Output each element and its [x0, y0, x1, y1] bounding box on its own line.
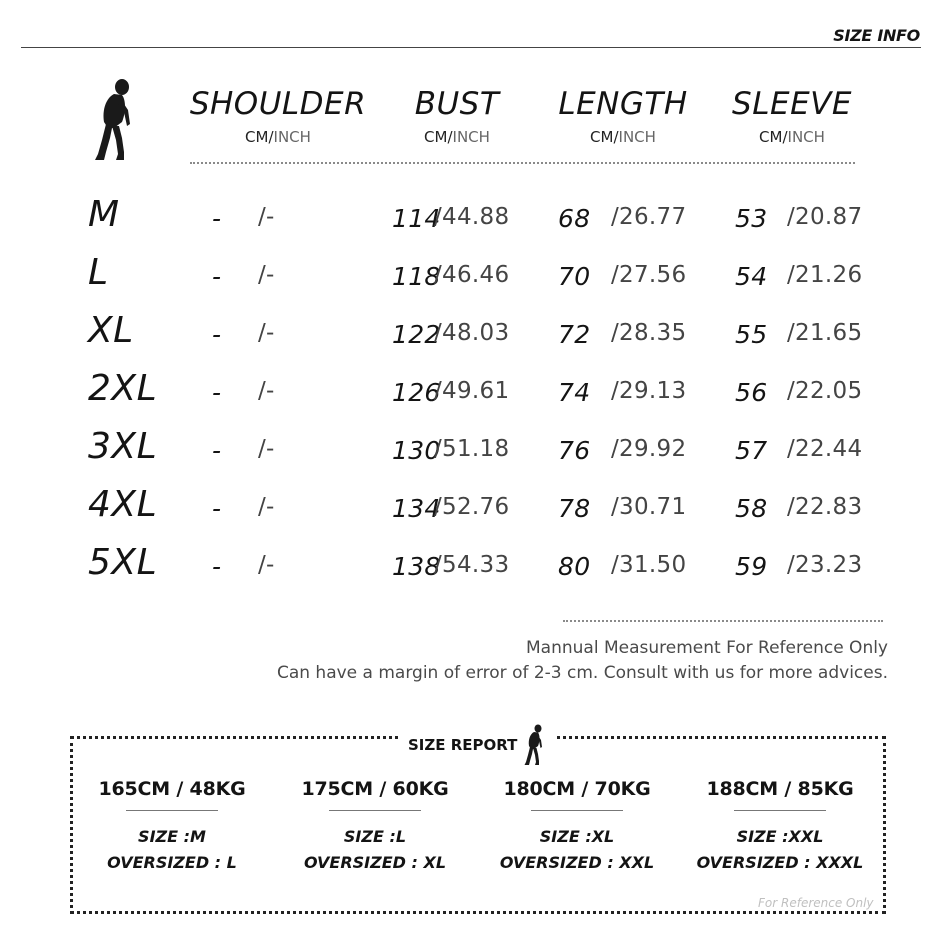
bust-inch: /46.46	[434, 262, 510, 288]
report-sizes	[477, 824, 677, 876]
report-item	[275, 778, 475, 876]
notes-dotted-divider	[563, 620, 883, 622]
bust-cm: 122	[392, 320, 441, 349]
shoulder-inch: /-	[258, 436, 275, 462]
sleeve-inch: /20.87	[787, 204, 863, 230]
header-divider	[21, 47, 921, 48]
size-label: 3XL	[88, 426, 158, 467]
sleeve-cm: 56	[735, 378, 768, 407]
bust-cm: 126	[392, 378, 441, 407]
header-dotted-divider	[190, 162, 855, 164]
shoulder-inch: /-	[258, 204, 275, 230]
walking-figure-small-icon	[523, 724, 547, 766]
column-unit: CM/INCH	[245, 128, 311, 146]
column-header-shoulder	[183, 86, 373, 146]
length-cm: 80	[558, 552, 591, 581]
shoulder-inch: /-	[258, 552, 275, 578]
height-weight: 175CM / 60KG	[301, 778, 449, 800]
column-name: LENGTH	[558, 86, 688, 122]
shoulder-cm: -	[212, 436, 222, 465]
size-label: XL	[88, 310, 134, 351]
recommended-size: SIZE :L	[343, 827, 407, 846]
bust-inch: /54.33	[434, 552, 510, 578]
size-label: 2XL	[88, 368, 158, 409]
bust-inch: /48.03	[434, 320, 510, 346]
report-sizes	[72, 824, 272, 876]
sleeve-cm: 58	[735, 494, 768, 523]
length-inch: /29.13	[611, 378, 687, 404]
shoulder-inch: /-	[258, 494, 275, 520]
shoulder-inch: /-	[258, 320, 275, 346]
length-cm: 70	[558, 262, 591, 291]
report-divider	[329, 810, 421, 811]
column-name: SLEEVE	[732, 86, 852, 122]
oversized-size: OVERSIZED : L	[107, 853, 237, 872]
length-inch: /30.71	[611, 494, 687, 520]
bust-inch: /51.18	[434, 436, 510, 462]
column-header-bust	[362, 86, 552, 146]
walking-figure-icon	[92, 78, 140, 162]
bust-cm: 118	[392, 262, 441, 291]
column-unit: CM/INCH	[424, 128, 490, 146]
column-header-length	[528, 86, 718, 146]
sleeve-inch: /22.83	[787, 494, 863, 520]
length-inch: /27.56	[611, 262, 687, 288]
bust-inch: /49.61	[434, 378, 510, 404]
height-weight: 188CM / 85KG	[706, 778, 854, 800]
margin-note: Can have a margin of error of 2-3 cm. Consult with us for more advices.	[276, 663, 888, 683]
report-sizes	[680, 824, 880, 876]
length-cm: 76	[558, 436, 591, 465]
size-info-title: SIZE INFO	[833, 26, 920, 45]
sleeve-inch: /21.26	[787, 262, 863, 288]
oversized-size: OVERSIZED : XXL	[499, 853, 655, 872]
report-item	[477, 778, 677, 876]
sleeve-cm: 53	[735, 204, 768, 233]
shoulder-cm: -	[212, 552, 222, 581]
sleeve-cm: 55	[735, 320, 768, 349]
shoulder-cm: -	[212, 378, 222, 407]
shoulder-cm: -	[212, 262, 222, 291]
length-cm: 74	[558, 378, 591, 407]
recommended-size: SIZE :XL	[539, 827, 615, 846]
reference-footnote: For Reference Only	[758, 896, 874, 910]
report-item	[72, 778, 272, 876]
length-cm: 72	[558, 320, 591, 349]
length-inch: /28.35	[611, 320, 687, 346]
sleeve-inch: /21.65	[787, 320, 863, 346]
report-divider	[531, 810, 623, 811]
bust-cm: 130	[392, 436, 441, 465]
recommended-size: SIZE :XXL	[736, 827, 824, 846]
bust-cm: 134	[392, 494, 441, 523]
size-label: 4XL	[88, 484, 158, 525]
sleeve-cm: 54	[735, 262, 768, 291]
report-item	[680, 778, 880, 876]
sleeve-cm: 57	[735, 436, 768, 465]
size-label: M	[88, 194, 120, 235]
length-cm: 68	[558, 204, 591, 233]
sleeve-inch: /22.05	[787, 378, 863, 404]
shoulder-cm: -	[212, 320, 222, 349]
column-name: BUST	[414, 86, 500, 122]
oversized-size: OVERSIZED : XXXL	[696, 853, 864, 872]
shoulder-inch: /-	[258, 262, 275, 288]
sleeve-inch: /22.44	[787, 436, 863, 462]
column-name: SHOULDER	[189, 86, 367, 122]
oversized-size: OVERSIZED : XL	[303, 853, 447, 872]
length-inch: /29.92	[611, 436, 687, 462]
column-unit: CM/INCH	[759, 128, 825, 146]
length-inch: /26.77	[611, 204, 687, 230]
report-divider	[126, 810, 218, 811]
height-weight: 165CM / 48KG	[98, 778, 246, 800]
shoulder-inch: /-	[258, 378, 275, 404]
sleeve-inch: /23.23	[787, 552, 863, 578]
height-weight: 180CM / 70KG	[503, 778, 651, 800]
report-divider	[734, 810, 826, 811]
size-report-label: SIZE REPORT	[408, 736, 518, 754]
size-report-title	[400, 724, 555, 766]
bust-cm: 138	[392, 552, 441, 581]
length-cm: 78	[558, 494, 591, 523]
sleeve-cm: 59	[735, 552, 768, 581]
shoulder-cm: -	[212, 204, 222, 233]
column-unit: CM/INCH	[590, 128, 656, 146]
column-header-sleeve	[697, 86, 887, 146]
bust-inch: /44.88	[434, 204, 510, 230]
bust-cm: 114	[392, 204, 441, 233]
measurement-note: Mannual Measurement For Reference Only	[526, 638, 888, 658]
recommended-size: SIZE :M	[138, 827, 206, 846]
report-sizes	[275, 824, 475, 876]
bust-inch: /52.76	[434, 494, 510, 520]
length-inch: /31.50	[611, 552, 687, 578]
size-label: L	[88, 252, 109, 293]
size-label: 5XL	[88, 542, 158, 583]
shoulder-cm: -	[212, 494, 222, 523]
